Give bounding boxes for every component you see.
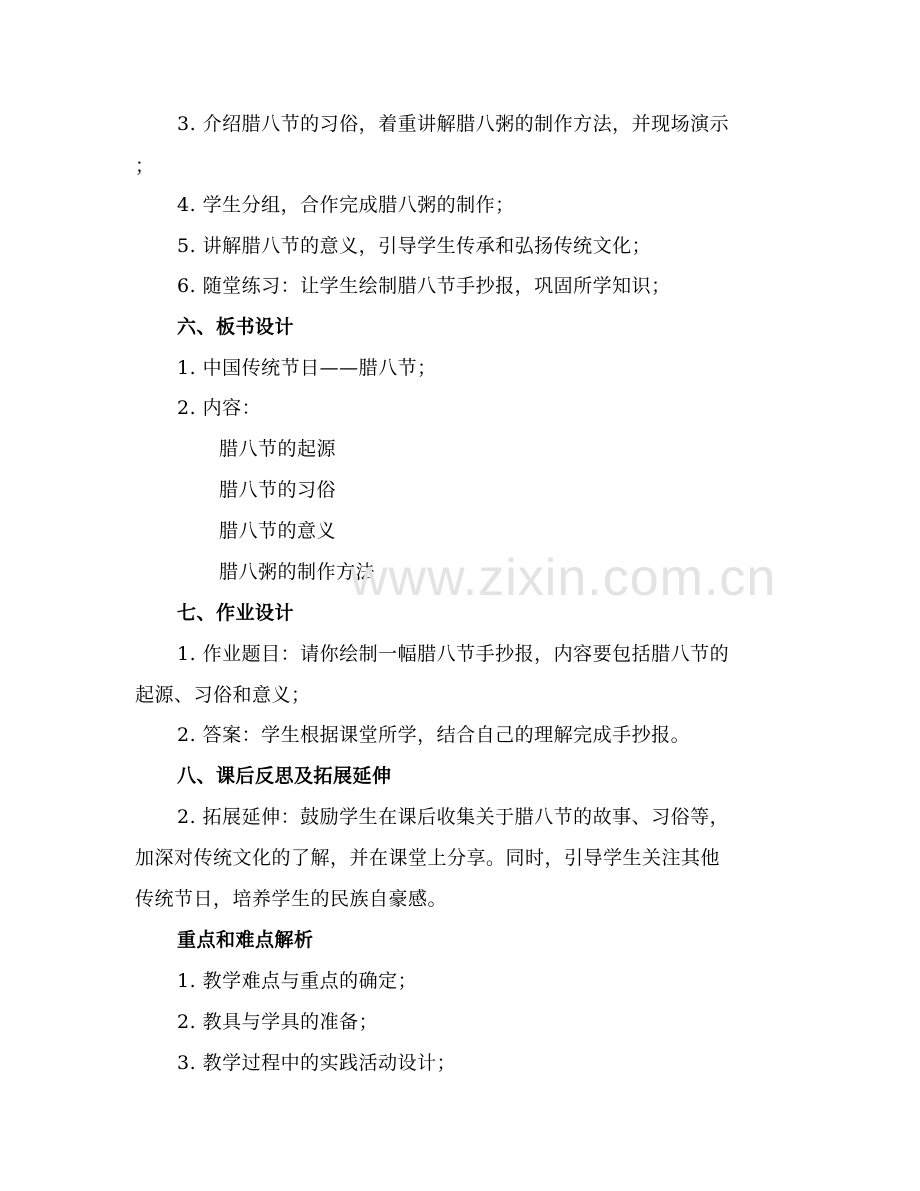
board-content-meaning: 腊八节的意义 — [219, 520, 337, 542]
homework-item-1-continuation: 起源、习俗和意义； — [135, 684, 311, 706]
step-6-line: 6. 随堂练习：让学生绘制腊八节手抄报，巩固所学知识； — [177, 275, 671, 297]
board-item-1: 1. 中国传统节日——腊八节； — [177, 357, 437, 379]
homework-item-1: 1. 作业题目：请你绘制一幅腊八节手抄报，内容要包括腊八节的 — [177, 643, 730, 665]
extension-paragraph-line-3: 传统节日，培养学生的民族自豪感。 — [135, 888, 448, 910]
homework-item-2: 2. 答案：学生根据课堂所学，结合自己的理解完成手抄报。 — [177, 724, 691, 746]
board-content-recipe: 腊八粥的制作方法 — [219, 561, 376, 583]
section-heading-board-design: 六、板书设计 — [177, 316, 295, 338]
extension-paragraph-line-1: 2. 拓展延伸：鼓励学生在课后收集关于腊八节的故事、习俗等， — [177, 806, 730, 828]
step-3-continuation: ； — [135, 155, 155, 177]
board-item-2: 2. 内容： — [177, 397, 262, 419]
section-heading-key-points: 重点和难点解析 — [177, 929, 314, 951]
extension-paragraph-line-2: 加深对传统文化的了解，并在课堂上分享。同时，引导学生关注其他 — [135, 847, 721, 869]
key-point-item-1: 1. 教学难点与重点的确定； — [177, 970, 418, 992]
board-content-customs: 腊八节的习俗 — [219, 479, 337, 501]
section-heading-homework: 七、作业设计 — [177, 602, 295, 624]
key-point-item-2: 2. 教具与学具的准备； — [177, 1011, 379, 1033]
section-heading-reflection: 八、课后反思及拓展延伸 — [177, 765, 392, 787]
step-5-line: 5. 讲解腊八节的意义，引导学生传承和弘扬传统文化； — [177, 235, 652, 257]
step-3-line: 3. 介绍腊八节的习俗，着重讲解腊八粥的制作方法，并现场演示 — [177, 113, 730, 135]
watermark: www.zixin.com.cn — [350, 549, 777, 607]
step-4-line: 4. 学生分组，合作完成腊八粥的制作； — [177, 194, 515, 216]
key-point-item-3: 3. 教学过程中的实践活动设计； — [177, 1052, 457, 1074]
board-content-origin: 腊八节的起源 — [219, 438, 337, 460]
